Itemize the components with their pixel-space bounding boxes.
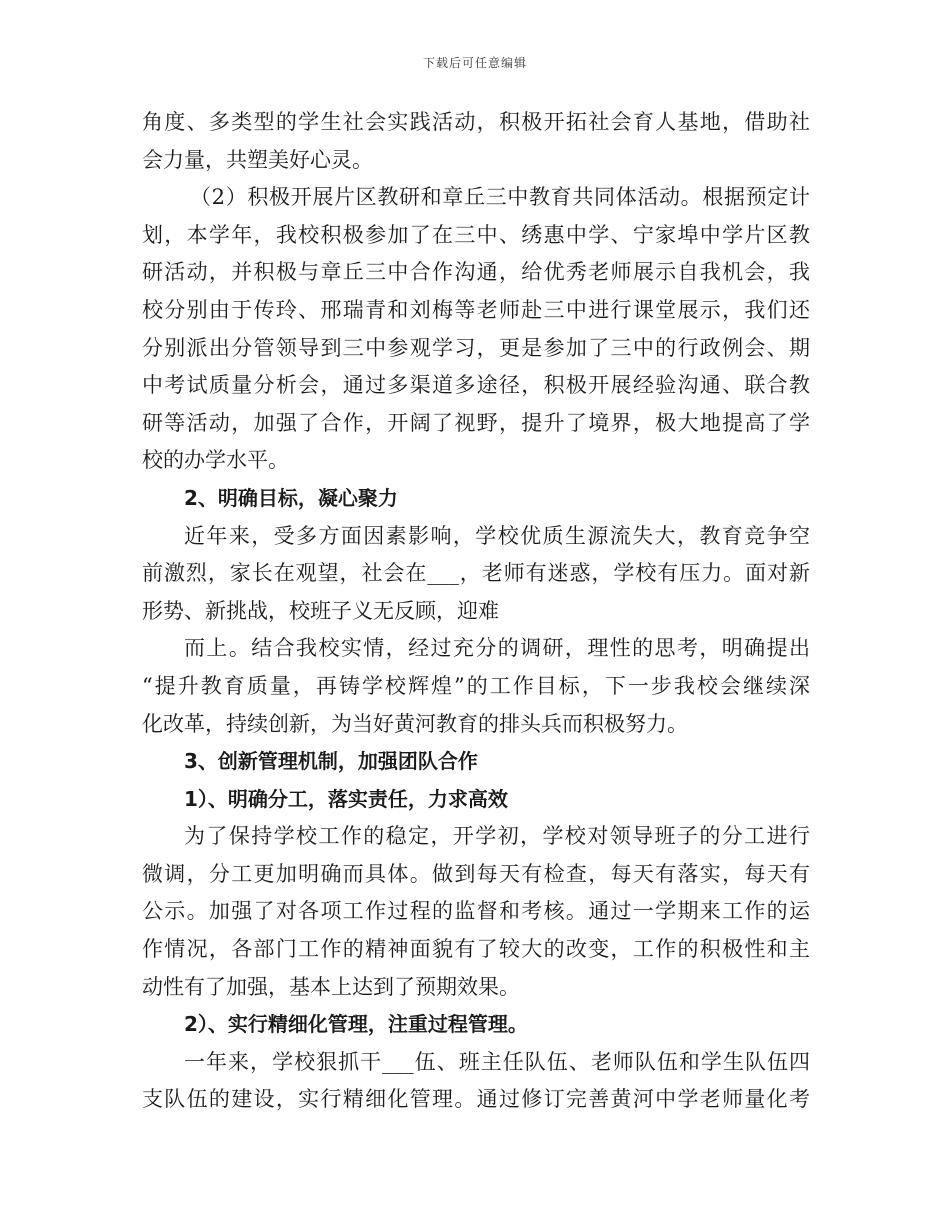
text-line: 形势、新挑战，校班子义无反顾，迎难 — [142, 598, 499, 623]
section-heading: 2、明确目标，凝心聚力 — [184, 485, 398, 510]
text-line: 角度、多类型的学生社会实践活动，积极开拓社会育人基地，借助社 — [142, 110, 810, 134]
text-line: 动性有了加强，基本上达到了预期效果。 — [142, 974, 520, 999]
text-line: 一年来，学校狠抓干___伍、班主任队伍、老师队伍和学生队伍四 — [184, 1049, 810, 1074]
text-line: 分别派出分管领导到三中参观学习，更是参加了三中的行政例会、期 — [142, 335, 810, 360]
text-line: 公示。加强了对各项工作过程的监督和考核。通过一学期来工作的运 — [142, 899, 810, 924]
text-line: 近年来，受多方面因素影响，学校优质生源流失大，教育竞争空 — [184, 523, 810, 548]
text-line: 研等活动，加强了合作，开阔了视野，提升了境界，极大地提高了学 — [142, 410, 810, 435]
text-line: 研活动，并积极与章丘三中合作沟通，给优秀老师展示自我机会，我 — [142, 260, 810, 285]
text-line: “提升教育质量，再铸学校辉煌”的工作目标，下一步我校会继续深 — [142, 673, 810, 698]
text-line: 会力量，共塑美好心灵。 — [142, 147, 373, 172]
section-heading: 1）、明确分工，落实责任，力求高效 — [184, 786, 508, 811]
text-line: 而上。结合我校实情，经过充分的调研，理性的思考，明确提出 — [184, 636, 810, 661]
text-line: 微调，分工更加明确而具体。做到每天有检查，每天有落实，每天有 — [142, 861, 810, 886]
text-line: 校分别由于传玲、邢瑞青和刘梅等老师赴三中进行课堂展示，我们还 — [142, 297, 810, 322]
text-line: 化改革，持续创新，为当好黄河教育的排头兵而积极努力。 — [142, 711, 688, 736]
text-line: 前激烈，家长在观望，社会在___，老师有迷惑，学校有压力。面对新 — [142, 561, 810, 586]
section-heading: 3、创新管理机制，加强团队合作 — [184, 749, 478, 774]
text-line: 中考试质量分析会，通过多渠道多途径，积极开展经验沟通、联合教 — [142, 373, 810, 398]
text-line: 为了保持学校工作的稳定，开学初，学校对领导班子的分工进行 — [184, 824, 810, 849]
text-line: 作情况，各部门工作的精神面貌有了较大的改变，工作的积极性和主 — [142, 937, 810, 962]
section-heading: 2）、实行精细化管理，注重过程管理。 — [184, 1012, 528, 1037]
text-line: （2）积极开展片区教研和章丘三中教育共同体活动。根据预定计 — [190, 185, 810, 210]
text-line: 校的办学水平。 — [142, 448, 289, 473]
document-body — [142, 104, 810, 1119]
page-header: 下载后可任意编辑 — [422, 56, 527, 70]
text-line: 支队伍的建设，实行精细化管理。通过修订完善黄河中学老师量化考 — [142, 1087, 810, 1112]
text-line: 划，本学年，我校积极参加了在三中、绣惠中学、宁家埠中学片区教 — [142, 222, 810, 247]
